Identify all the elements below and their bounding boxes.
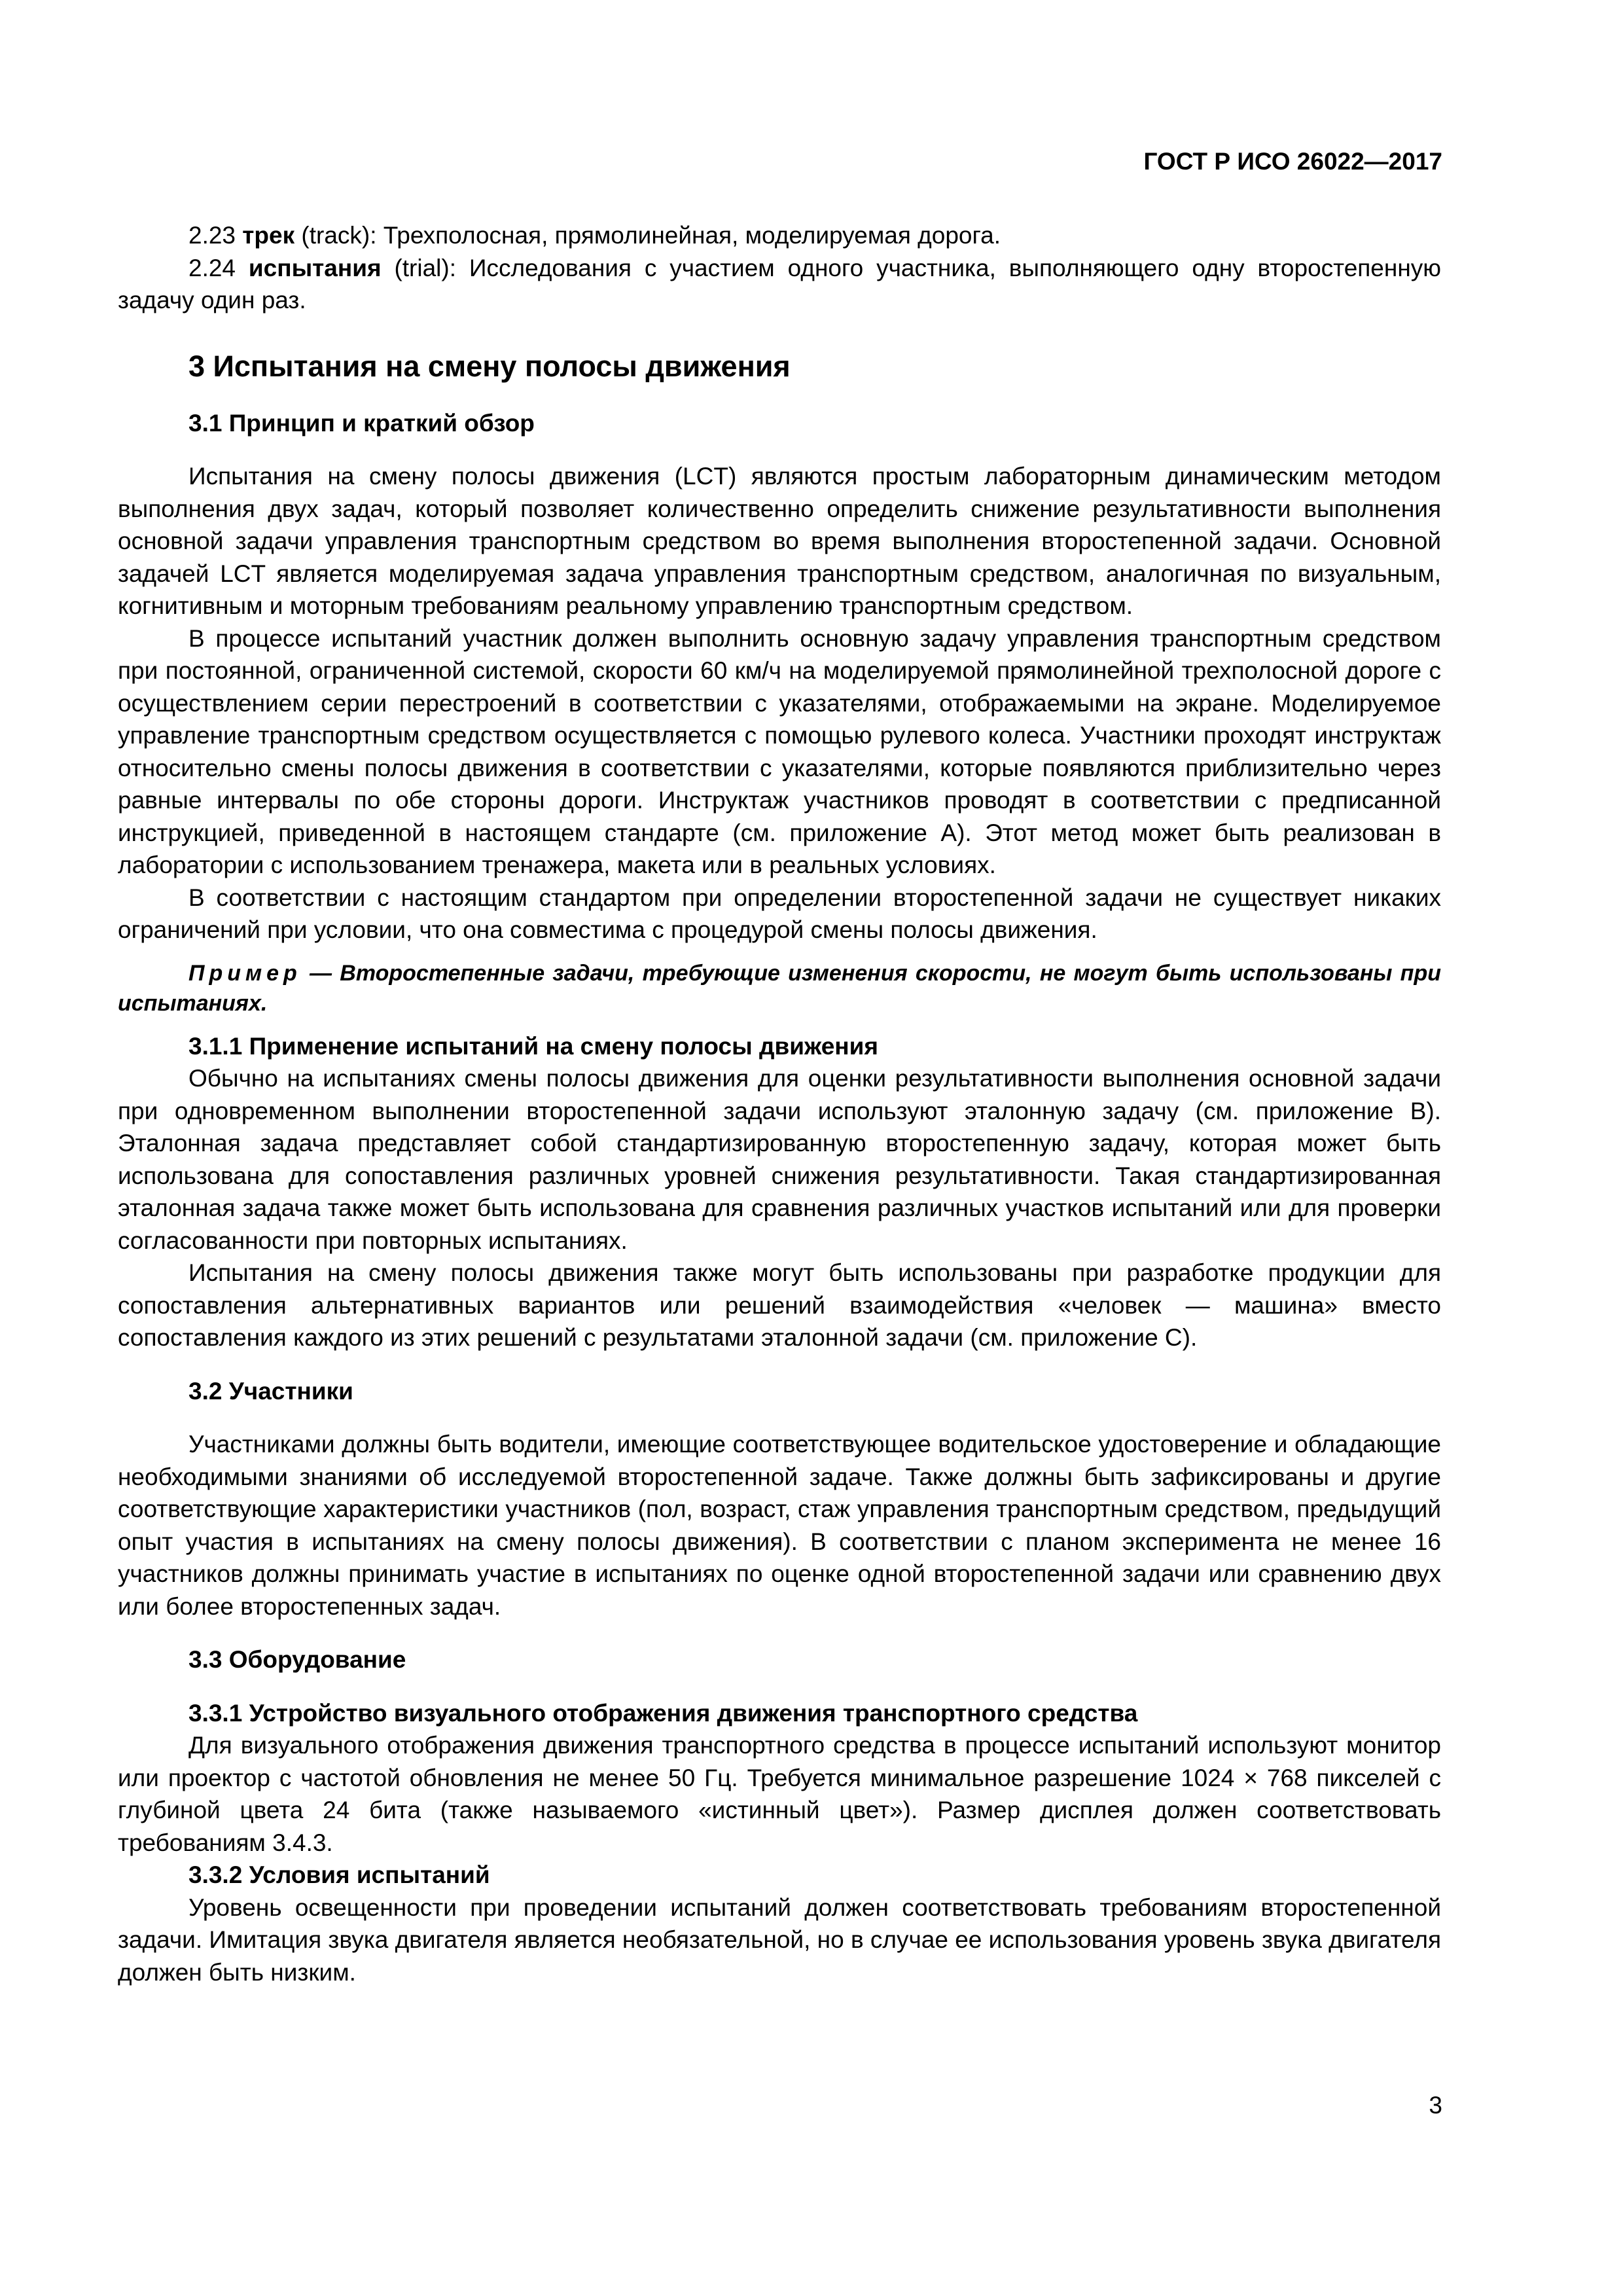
example-note: [118, 958, 1441, 1018]
definition-2-23: [118, 219, 1441, 252]
paragraph: Участниками должны быть водители, имеющие соответствующее водительское удостоверение и обладающие необходимыми знаниями об исследуемой второстепенной задаче. Также должны быть зафиксированы и другие соответствующие характеристики участников (пол, возраст, стаж управления транспортным средством, предыдущий опыт участия в испытаниях на смену полосы движения). В соответствии с планом эксперимента не менее 16 участников должны принимать участие в испытаниях по оценке одной второстепенной задачи или сравнению двух или более второстепенных задач.: [118, 1431, 1441, 1620]
paragraph: Обычно на испытаниях смены полосы движения для оценки результативности выполнения основной задачи при одновременном выполнении второстепенной задачи используют эталонную задачу (см. приложение В). Эталонная задача представляет собой стандартизированную второстепенную задачу, которая может быть использована для сопоставления различных уровней снижения результативности. Такая стандартизированная эталонная задача также может быть использована для сравнения различных участков испытаний или для проверки согласованности при повторных испытаниях.: [118, 1065, 1441, 1254]
section-3-heading: 3 Испытания на смену полосы движения: [188, 349, 791, 383]
paragraph: Испытания на смену полосы движения также могут быть использованы при разработке продукции для сопоставления альтернативных вариантов или решений взаимодействия «человек — машина» вместо сопоставления каждого из этих решений с результатами эталонной задачи (см. приложение С).: [118, 1259, 1441, 1351]
definition-number: 2.23: [188, 222, 236, 249]
definition-2-24: [118, 252, 1441, 317]
section-3-2-heading: 3.2 Участники: [188, 1377, 353, 1405]
section-3-3-1-heading: 3.3.1 Устройство визуального отображения движения транспортного средства: [188, 1699, 1138, 1727]
paragraph: Испытания на смену полосы движения (LCT) являются простым лабораторным динамическим методом выполнения двух задач, который позволяет количественно определить снижение результативности выполнения основной задачи управления транспортным средством во время выполнения второстепенной задачи. Основной задачей LCT является моделируемая задача управления транспортным средством, аналогичная по визуальным, когнитивным и моторным требованиям реальному управлению транспортным средством.: [118, 463, 1441, 619]
definition-term: трек: [242, 222, 295, 249]
paragraph: Для визуального отображения движения транспортного средства в процессе испытаний используют монитор или проектор с частотой обновления не менее 50 Гц. Требуется минимальное разрешение 1024 × 768 пикселей с глубиной цвета 24 бита (также называемого «истинный цвет»). Размер дисплея должен соответствовать требованиям 3.4.3.: [118, 1732, 1441, 1856]
section-3-3-2-heading: 3.3.2 Условия испытаний: [188, 1861, 490, 1888]
example-text: — Второстепенные задачи, требующие изменения скорости, не могут быть использованы при испытаниях.: [118, 960, 1441, 1016]
section-3-1-heading: 3.1 Принцип и краткий обзор: [188, 409, 535, 437]
definition-text: (trial): Исследования с участием одного участника, выполняющего одну второстепенную задачу один раз.: [118, 254, 1441, 314]
definition-term: испытания: [248, 254, 382, 281]
example-label: Пример: [188, 960, 302, 986]
paragraph: В соответствии с настоящим стандартом при определении второстепенной задачи не существует никаких ограничений при условии, что она совместима с процедурой смены полосы движения.: [118, 884, 1441, 943]
section-3-1-1-heading: 3.1.1 Применение испытаний на смену полосы движения: [188, 1032, 878, 1060]
definition-number: 2.24: [188, 254, 236, 281]
page-number: 3: [1429, 2092, 1442, 2119]
paragraph: Уровень освещенности при проведении испытаний должен соответствовать требованиям второстепенной задачи. Имитация звука двигателя является необязательной, но в случае ее использования уровень звука двигателя должен быть низким.: [118, 1893, 1441, 1986]
document-header: ГОСТ Р ИСО 26022—2017: [1143, 148, 1442, 175]
section-3-3-heading: 3.3 Оборудование: [188, 1646, 406, 1673]
page-content: [118, 219, 1441, 1988]
definition-text: (track): Трехполосная, прямолинейная, моделируемая дорога.: [294, 222, 1001, 249]
paragraph: В процессе испытаний участник должен выполнить основную задачу управления транспортным средством при постоянной, ограниченной системой, скорости 60 км/ч на моделируемой прямолинейной трехполосной дороге с осуществлением серии перестроений в соответствии с указателями, отображаемыми на экране. Моделируемое управление транспортным средством осуществляется с помощью рулевого колеса. Участники проходят инструктаж относительно смены полосы движения в соответствии с указателями, которые появляются приблизительно через равные интервалы по обе стороны дороги. Инструктаж участников проводят в соответствии с предписанной инструкцией, приведенной в настоящем стандарте (см. приложение А). Этот метод может быть реализован в лаборатории с использованием тренажера, макета или в реальных условиях.: [118, 624, 1441, 878]
